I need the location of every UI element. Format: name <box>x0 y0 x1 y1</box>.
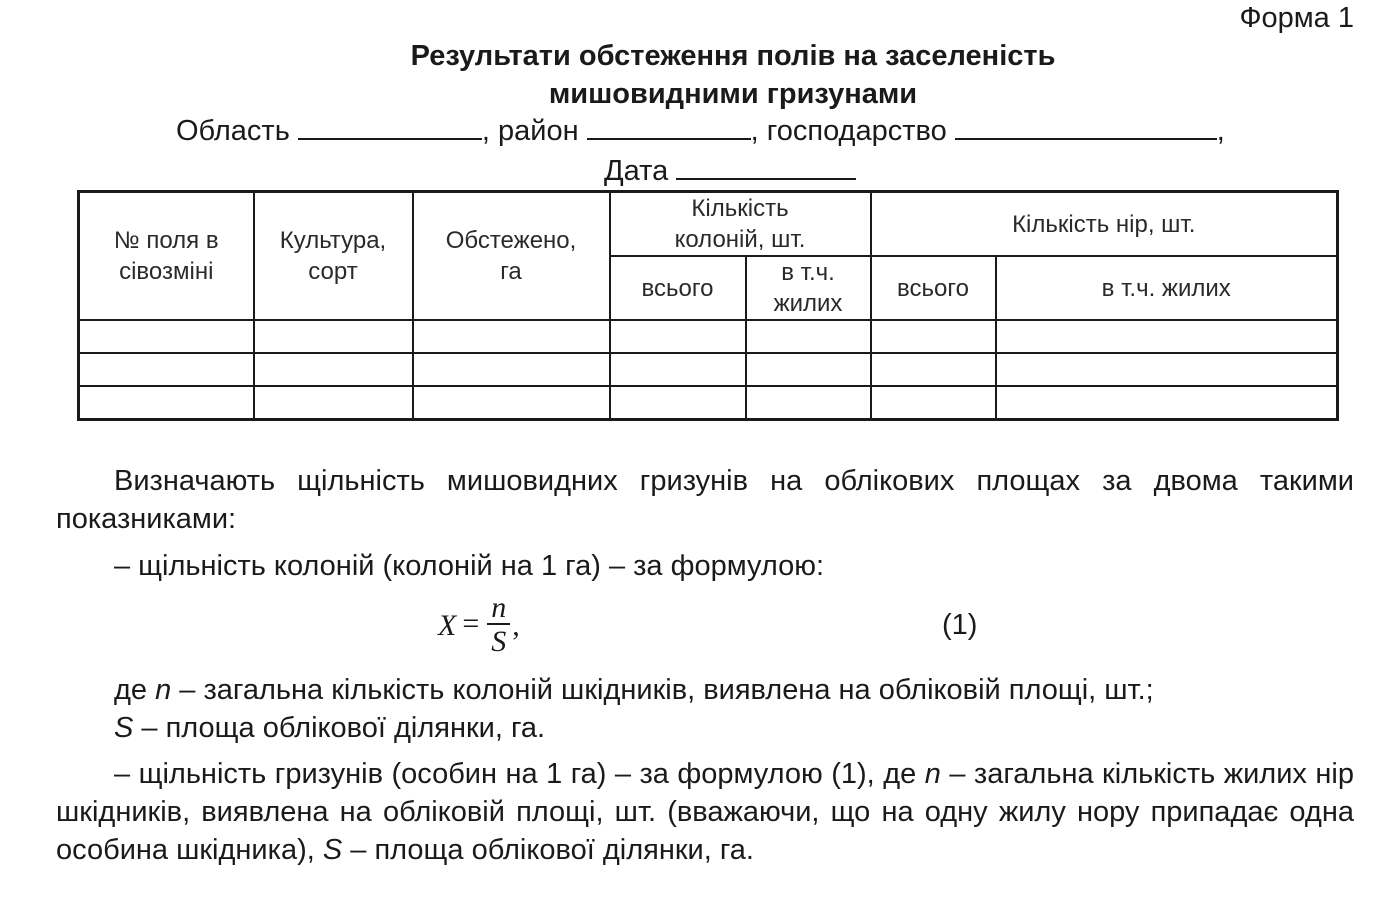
region-line <box>176 114 1225 148</box>
header-field-number: № поля в сівозміні <box>79 192 254 321</box>
paragraph-colony-density: – щільність колоній (колоній на 1 га) – за формулою: <box>114 550 825 582</box>
table-cell[interactable] <box>871 320 996 353</box>
table-cell[interactable] <box>996 386 1338 420</box>
p4-rest: – площа облікової ділянки, га. <box>133 712 546 744</box>
p5-part-a: – щільність гризунів (особин на 1 га) – за формулою (1), де <box>114 758 925 790</box>
comma: , <box>1216 115 1225 147</box>
header-crop: Культура, сорт <box>254 192 413 321</box>
header-burrows-group: Кількість нір, шт. <box>871 192 1338 257</box>
header-surveyed: Обстежено, га <box>413 192 610 321</box>
variable-s: S <box>322 834 343 866</box>
form-label: Форма 1 <box>1239 2 1354 34</box>
formula-denominator: S <box>491 625 507 658</box>
subheader-living-colonies: в т.ч. жилих <box>746 256 871 320</box>
table-cell[interactable] <box>610 353 746 386</box>
document-title-line-1: Результати обстеження полів на заселеність <box>410 40 1056 72</box>
table-cell[interactable] <box>610 320 746 353</box>
table-cell[interactable] <box>871 353 996 386</box>
date-line <box>604 154 856 188</box>
survey-table <box>77 190 1339 421</box>
table-cell[interactable] <box>746 353 871 386</box>
region-blank[interactable] <box>298 114 482 140</box>
table-cell[interactable] <box>79 386 254 420</box>
document-title-line-2: мишовидними гризунами <box>548 78 918 110</box>
formula-lhs: X <box>438 609 457 642</box>
table-cell[interactable] <box>871 386 996 420</box>
date-label: Дата <box>604 155 669 187</box>
formula-numerator: n <box>487 593 510 625</box>
p3-prefix: де <box>114 674 156 706</box>
formula <box>438 593 520 663</box>
comma: , <box>750 115 759 147</box>
subheader-total-colonies: всього <box>610 256 746 320</box>
variable-n: n <box>924 758 941 790</box>
table-cell[interactable] <box>79 353 254 386</box>
table-cell[interactable] <box>413 386 610 420</box>
variable-n: n <box>155 674 172 706</box>
p3-rest: – загальна кількість колоній шкідників, виявлена на обліковій площі, шт.; <box>171 674 1154 706</box>
paragraph-intro: Визначають щільність мишовидних гризунів на облікових площах за двома такими показниками: <box>56 465 1354 535</box>
table-cell[interactable] <box>413 320 610 353</box>
table-row <box>79 386 1338 420</box>
header-colonies-group: Кількість колоній, шт. <box>610 192 871 257</box>
paragraph-n-definition <box>114 671 1354 709</box>
paragraph-s-definition <box>114 709 1354 747</box>
table-cell[interactable] <box>254 386 413 420</box>
farm-blank[interactable] <box>955 114 1217 140</box>
formula-number: (1) <box>942 609 978 641</box>
table-cell[interactable] <box>610 386 746 420</box>
p5-part-c: – площа облікової ділянки, га. <box>342 834 754 866</box>
table-cell[interactable] <box>996 353 1338 386</box>
comma: , <box>481 115 490 147</box>
subheader-total-burrows: всього <box>871 256 996 320</box>
paragraph-rodent-density <box>56 755 1354 869</box>
table-cell[interactable] <box>996 320 1338 353</box>
variable-s: S <box>114 712 134 744</box>
table-row <box>79 353 1338 386</box>
table-cell[interactable] <box>254 353 413 386</box>
table-row <box>79 320 1338 353</box>
table-cell[interactable] <box>254 320 413 353</box>
formula-comma: , <box>512 609 520 642</box>
district-blank[interactable] <box>587 114 751 140</box>
table-header-row <box>79 192 1338 257</box>
table-cell[interactable] <box>746 386 871 420</box>
date-blank[interactable] <box>676 154 856 180</box>
table-cell[interactable] <box>746 320 871 353</box>
table-cell[interactable] <box>79 320 254 353</box>
farm-label: господарство <box>766 115 947 147</box>
formula-equals: = <box>462 606 480 640</box>
p5-part-b: – загальна кількість жилих нір шкідників, виявлена на обліковій площі, шт. (вважаючи, що на одну жилу нору припадає одна особина шкідника), <box>56 758 1354 866</box>
subheader-living-burrows: в т.ч. жилих <box>996 256 1338 320</box>
formula-fraction <box>487 593 510 659</box>
table-cell[interactable] <box>413 353 610 386</box>
region-label: Область <box>176 115 290 147</box>
district-label: район <box>498 115 579 147</box>
